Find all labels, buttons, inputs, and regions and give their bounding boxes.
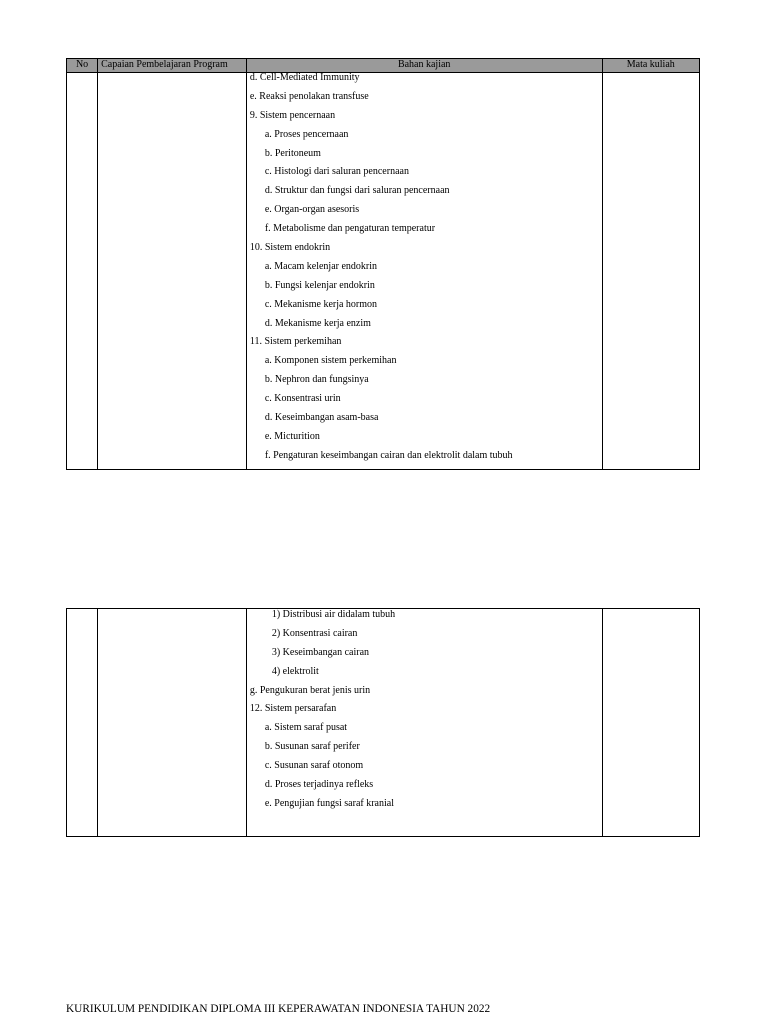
list-item: d. Keseimbangan asam-basa <box>264 412 379 424</box>
cell-mata-kuliah <box>602 609 699 837</box>
list-item: 4) elektrolit <box>271 665 319 677</box>
cell-bahan-kajian <box>246 73 602 470</box>
list-item: d. Mekanisme kerja enzim <box>264 317 371 329</box>
list-item: 12. Sistem persarafan <box>249 703 337 715</box>
list-item: d. Proses terjadinya refleks <box>264 779 374 791</box>
list-item: e. Micturition <box>264 430 320 442</box>
list-item: a. Sistem saraf pusat <box>264 722 348 734</box>
list-item: b. Nephron dan fungsinya <box>264 374 369 386</box>
list-item: a. Komponen sistem perkemihan <box>264 355 397 367</box>
header-mata-kuliah: Mata kuliah <box>602 59 699 73</box>
list-item: a. Proses pencernaan <box>264 128 349 140</box>
list-item: c. Mekanisme kerja hormon <box>264 298 378 310</box>
list-item: e. Organ-organ asesoris <box>264 204 360 216</box>
list-item: c. Konsentrasi urin <box>264 393 341 405</box>
cell-capaian <box>98 609 247 837</box>
list-item: 10. Sistem endokrin <box>249 242 331 254</box>
list-item: 11. Sistem perkemihan <box>249 336 342 348</box>
page-footer: KURIKULUM PENDIDIKAN DIPLOMA III KEPERAWATAN INDONESIA TAHUN 2022 <box>66 1003 491 1015</box>
cell-no <box>67 73 98 470</box>
list-item: b. Susunan saraf perifer <box>264 741 360 753</box>
header-capaian: Capaian Pembelajaran Program <box>98 59 247 73</box>
curriculum-table-2 <box>66 608 700 837</box>
list-item: 2) Konsentrasi cairan <box>271 627 358 639</box>
list-item: f. Pengaturan keseimbangan cairan dan elektrolit dalam tubuh <box>264 449 513 461</box>
header-bahan-kajian: Bahan kajian <box>246 59 602 73</box>
header-no: No <box>67 59 98 73</box>
cell-mata-kuliah <box>602 73 699 470</box>
list-item: c. Histologi dari saluran pencernaan <box>264 166 409 178</box>
list-item: g. Pengukuran berat jenis urin <box>249 684 371 696</box>
list-item: d. Struktur dan fungsi dari saluran pencernaan <box>264 185 450 197</box>
list-item: 1) Distribusi air didalam tubuh <box>271 609 396 620</box>
table-row <box>67 73 700 470</box>
table-row <box>67 609 700 837</box>
cell-no <box>67 609 98 837</box>
list-item: b. Fungsi kelenjar endokrin <box>264 279 375 291</box>
list-item: d. Cell-Mediated Immunity <box>249 72 360 83</box>
curriculum-table-1 <box>66 58 700 470</box>
list-item: f. Metabolisme dan pengaturan temperatur <box>264 223 436 235</box>
list-item: a. Macam kelenjar endokrin <box>264 260 378 272</box>
list-item: e. Reaksi penolakan transfuse <box>249 90 369 102</box>
list-item: e. Pengujian fungsi saraf kranial <box>264 797 394 809</box>
cell-bahan-kajian <box>246 609 602 837</box>
cell-capaian <box>98 73 247 470</box>
list-item: c. Susunan saraf otonom <box>264 760 364 772</box>
list-item: 9. Sistem pencernaan <box>249 109 336 121</box>
list-item: 3) Keseimbangan cairan <box>271 646 370 658</box>
list-item: b. Peritoneum <box>264 147 321 159</box>
